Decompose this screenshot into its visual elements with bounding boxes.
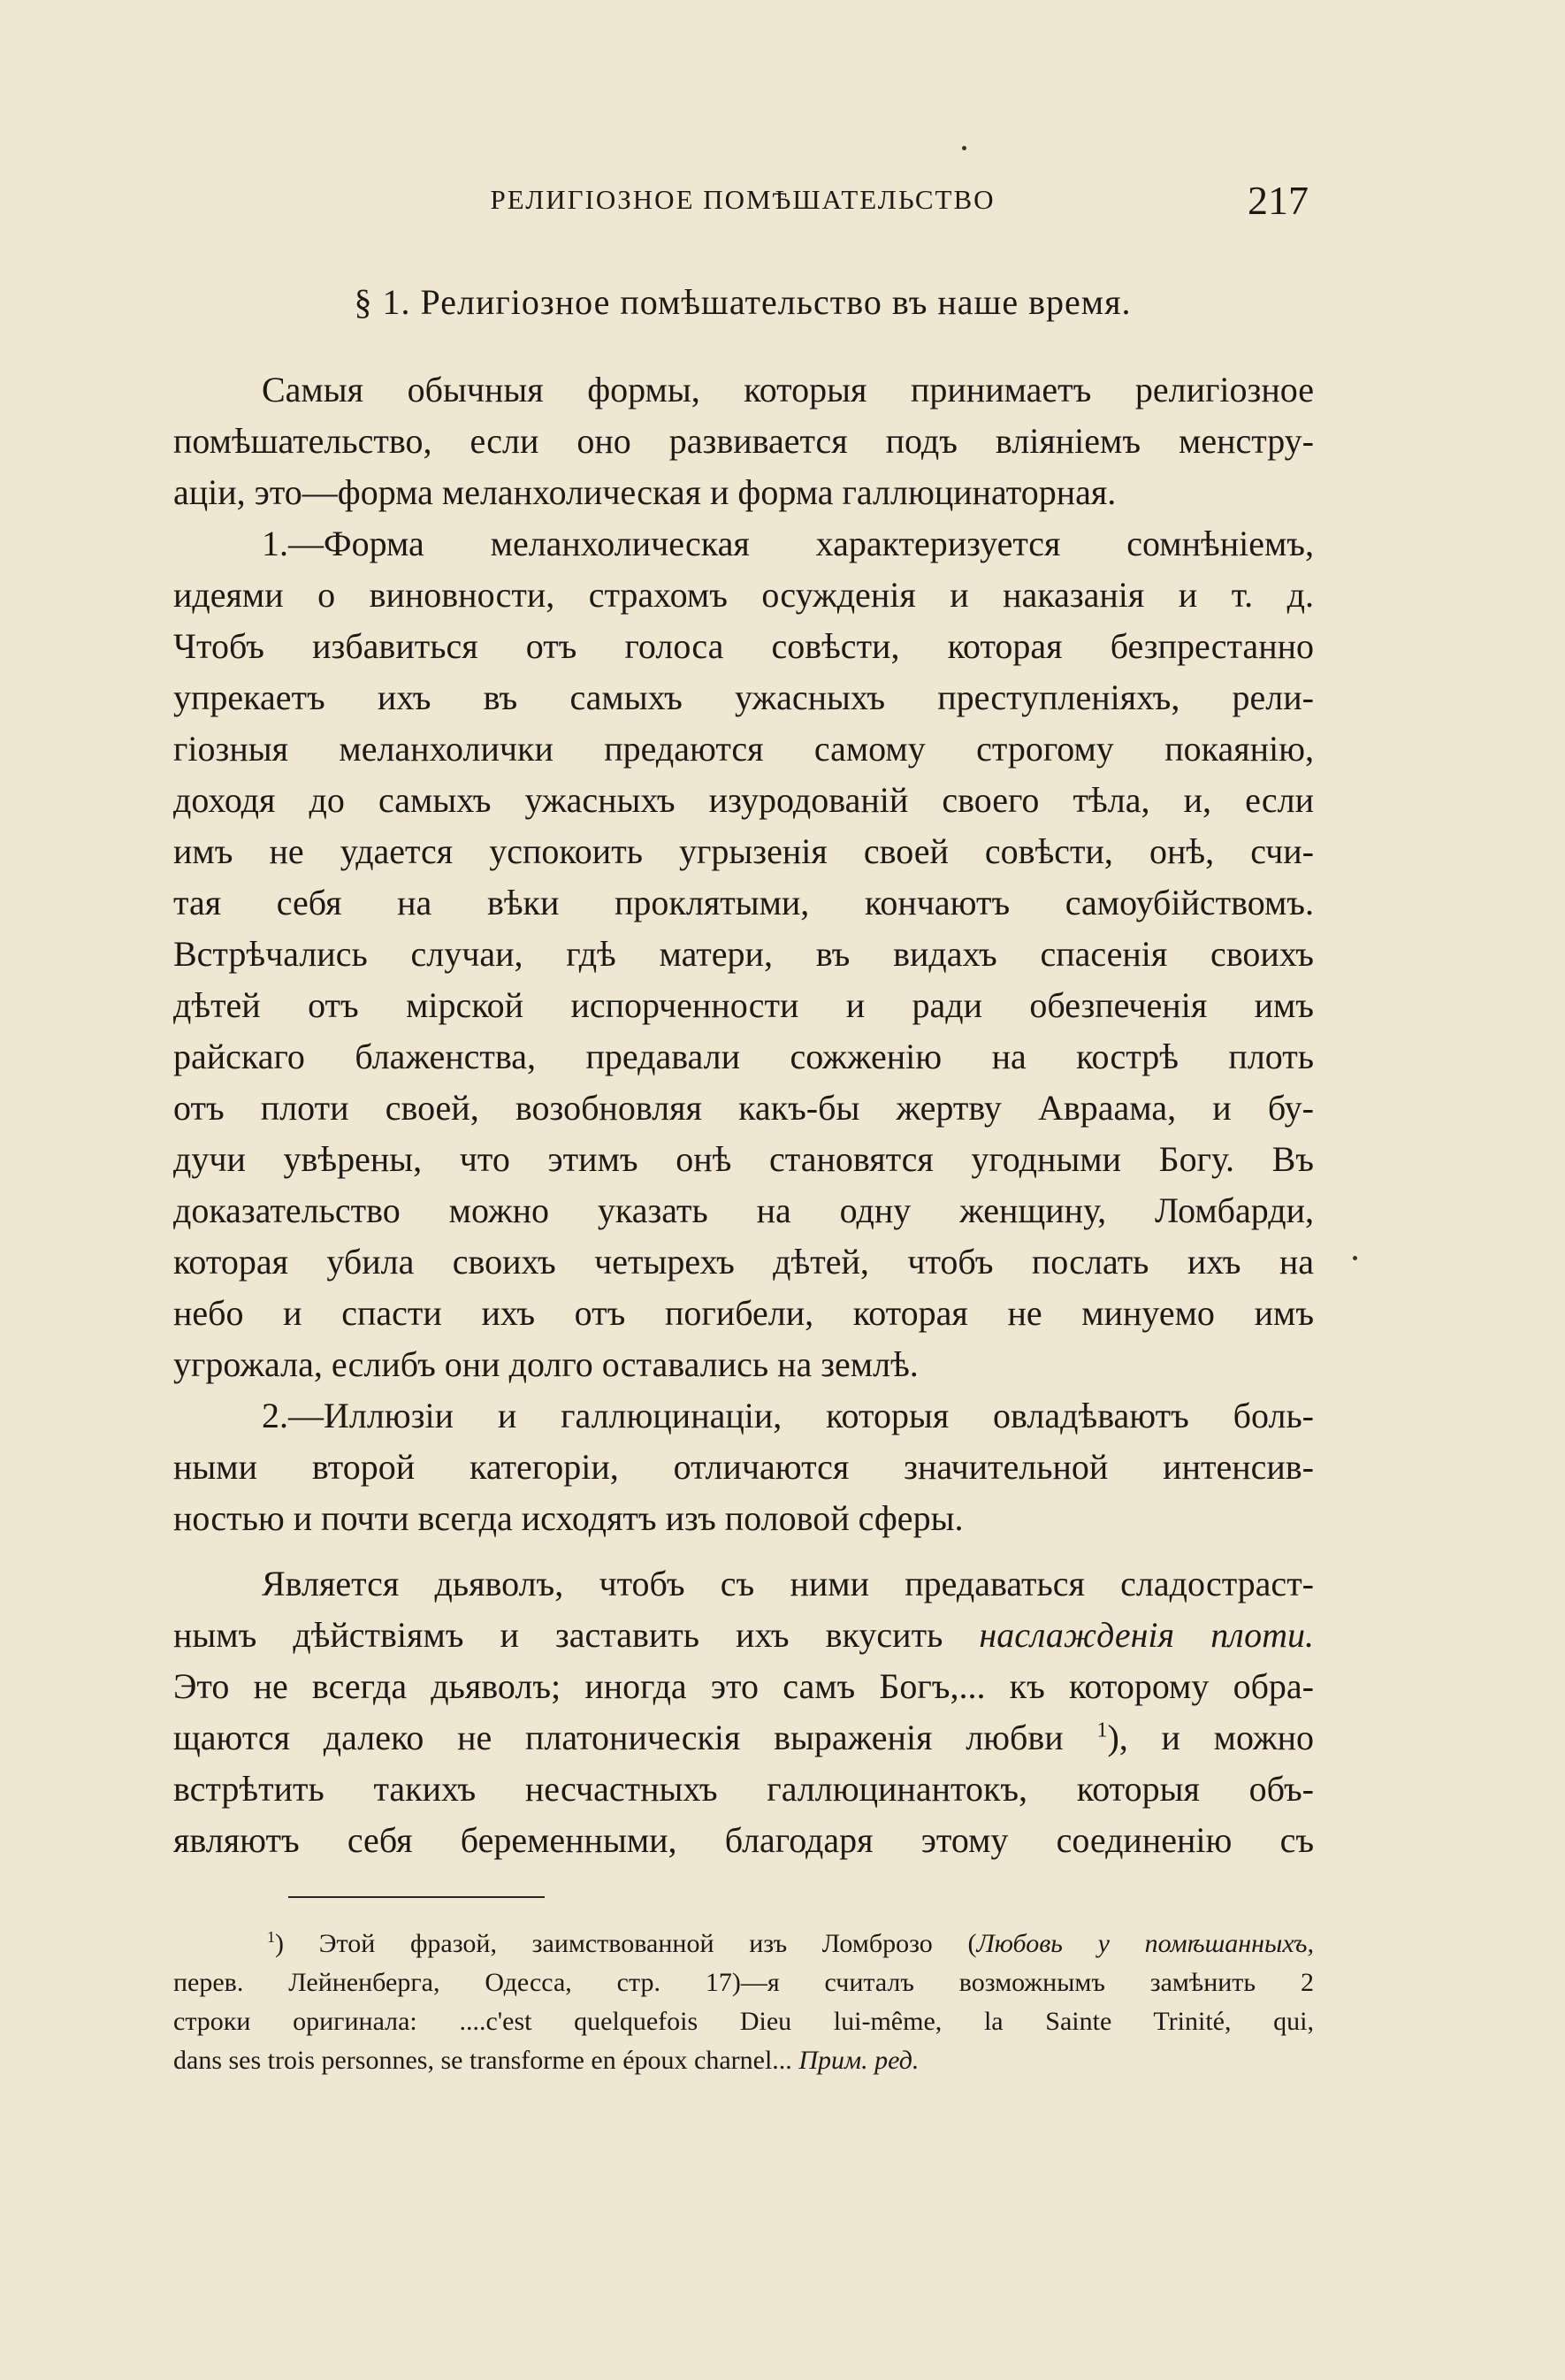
text-line: Это не всегда дьяволъ; иногда это самъ Богъ,... къ которому обра- <box>173 1666 1314 1706</box>
text-line: отъ плоти своей, возобновляя какъ-бы жертву Авраама, и бу- <box>173 1088 1314 1128</box>
text-line: дучи увѣрены, что этимъ онѣ становятся угодными Богу. Въ <box>173 1139 1314 1179</box>
text-span: щаются далеко не платоническія выраженія любви <box>173 1718 1064 1757</box>
body-text <box>173 364 1314 1866</box>
footnote-line: строки оригинала: ....c'est quelquefois Dieu lui-même, la Sainte Trinité, qui, <box>173 2007 1314 2036</box>
text-line: ностью и почти всегда исходятъ изъ половой сферы. <box>173 1498 964 1538</box>
footnote-marker: 1 <box>267 1928 275 1946</box>
text-line <box>173 1712 1314 1764</box>
footnote <box>173 1925 1314 2080</box>
section-heading: § 1. Религіозное помѣшательство въ наше время. <box>354 282 1132 322</box>
print-speck <box>962 146 966 150</box>
text-line: помѣшательство, если оно развивается подъ вліяніемъ менстру- <box>173 421 1314 461</box>
footnote-italic: Прим. ред. <box>798 2046 920 2075</box>
text-line: 2.—Иллюзіи и галлюцинаціи, которыя овладѣваютъ боль- <box>262 1396 1314 1435</box>
page-number: 217 <box>1248 178 1309 223</box>
text-line: доказательство можно указать на одну женщину, Ломбарди, <box>173 1190 1314 1230</box>
text-line: являютъ себя беременными, благодаря этому соединенію съ <box>173 1820 1314 1860</box>
text-line: Встрѣчались случаи, гдѣ матери, въ видахъ спасенія своихъ <box>173 934 1314 974</box>
text-line: 1.—Форма меланхолическая характеризуется сомнѣніемъ, <box>262 524 1314 563</box>
footnote-text: dans ses trois personnes, se transforme en époux charnel... <box>173 2046 792 2075</box>
text-line: упрекаетъ ихъ въ самыхъ ужасныхъ преступленіяхъ, рели- <box>173 677 1314 717</box>
text-line: имъ не удается успокоить угрызенія своей совѣсти, онѣ, счи- <box>173 831 1314 871</box>
footnote-italic: Любовь у помѣшанныхъ, <box>976 1929 1314 1958</box>
text-line: доходя до самыхъ ужасныхъ изуродованій своего тѣла, и, если <box>173 780 1314 820</box>
text-line: которая убила своихъ четырехъ дѣтей, чтобъ послать ихъ на <box>173 1242 1314 1282</box>
footnote-line <box>173 2041 1314 2080</box>
footnote-line <box>173 1925 1314 1963</box>
print-speck <box>1353 1256 1357 1260</box>
text-line: Самыя обычныя формы, которыя принимаетъ религіозное <box>262 370 1314 409</box>
text-line <box>173 1610 1314 1661</box>
running-title: РЕЛИГIОЗНОЕ ПОМѢШАТЕЛЬСТВО <box>490 184 996 215</box>
text-line: угрожала, еслибъ они долго оставались на землѣ. <box>173 1344 919 1384</box>
text-line: дѣтей отъ мірской испорченности и ради обезпеченія имъ <box>173 985 1314 1025</box>
text-line: идеями о виновности, страхомъ осужденія и наказанія и т. д. <box>173 575 1314 615</box>
footnote-rule <box>288 1896 545 1898</box>
footnote-text: ) Этой фразой, заимствованной изъ Ломброзо ( <box>275 1929 977 1958</box>
text-line: райскаго блаженства, предавали сожженію на кострѣ плоть <box>173 1037 1314 1076</box>
text-line: аціи, это—форма меланхолическая и форма галлюцинаторная. <box>173 472 1117 512</box>
running-head <box>177 177 1309 230</box>
text-line: небо и спасти ихъ отъ погибели, которая не минуемо имъ <box>173 1293 1314 1333</box>
footnote-ref: 1 <box>1096 1718 1108 1742</box>
footnote-line: перев. Лейненберга, Одесса, стр. 17)—я считалъ возможнымъ замѣнить 2 <box>173 1968 1314 1997</box>
text-span: нымъ дѣйствіямъ и заставить ихъ вкусить <box>173 1615 943 1655</box>
text-span: ), и можно <box>1107 1718 1314 1757</box>
text-line: Является дьяволъ, чтобъ съ ними предаваться сладостраст- <box>262 1564 1314 1603</box>
text-line: ными второй категоріи, отличаются значительной интенсив- <box>173 1447 1314 1487</box>
text-line: тая себя на вѣки проклятыми, кончаютъ самоубійствомъ. <box>173 883 1314 922</box>
text-line: гіозныя меланхолички предаются самому строгому покаянію, <box>173 729 1314 769</box>
emphasis-text: наслажденія плоти. <box>979 1615 1314 1655</box>
text-line: Чтобъ избавиться отъ голоса совѣсти, которая безпрестанно <box>173 626 1314 666</box>
text-line: встрѣтить такихъ несчастныхъ галлюцинантокъ, которыя объ- <box>173 1769 1314 1809</box>
